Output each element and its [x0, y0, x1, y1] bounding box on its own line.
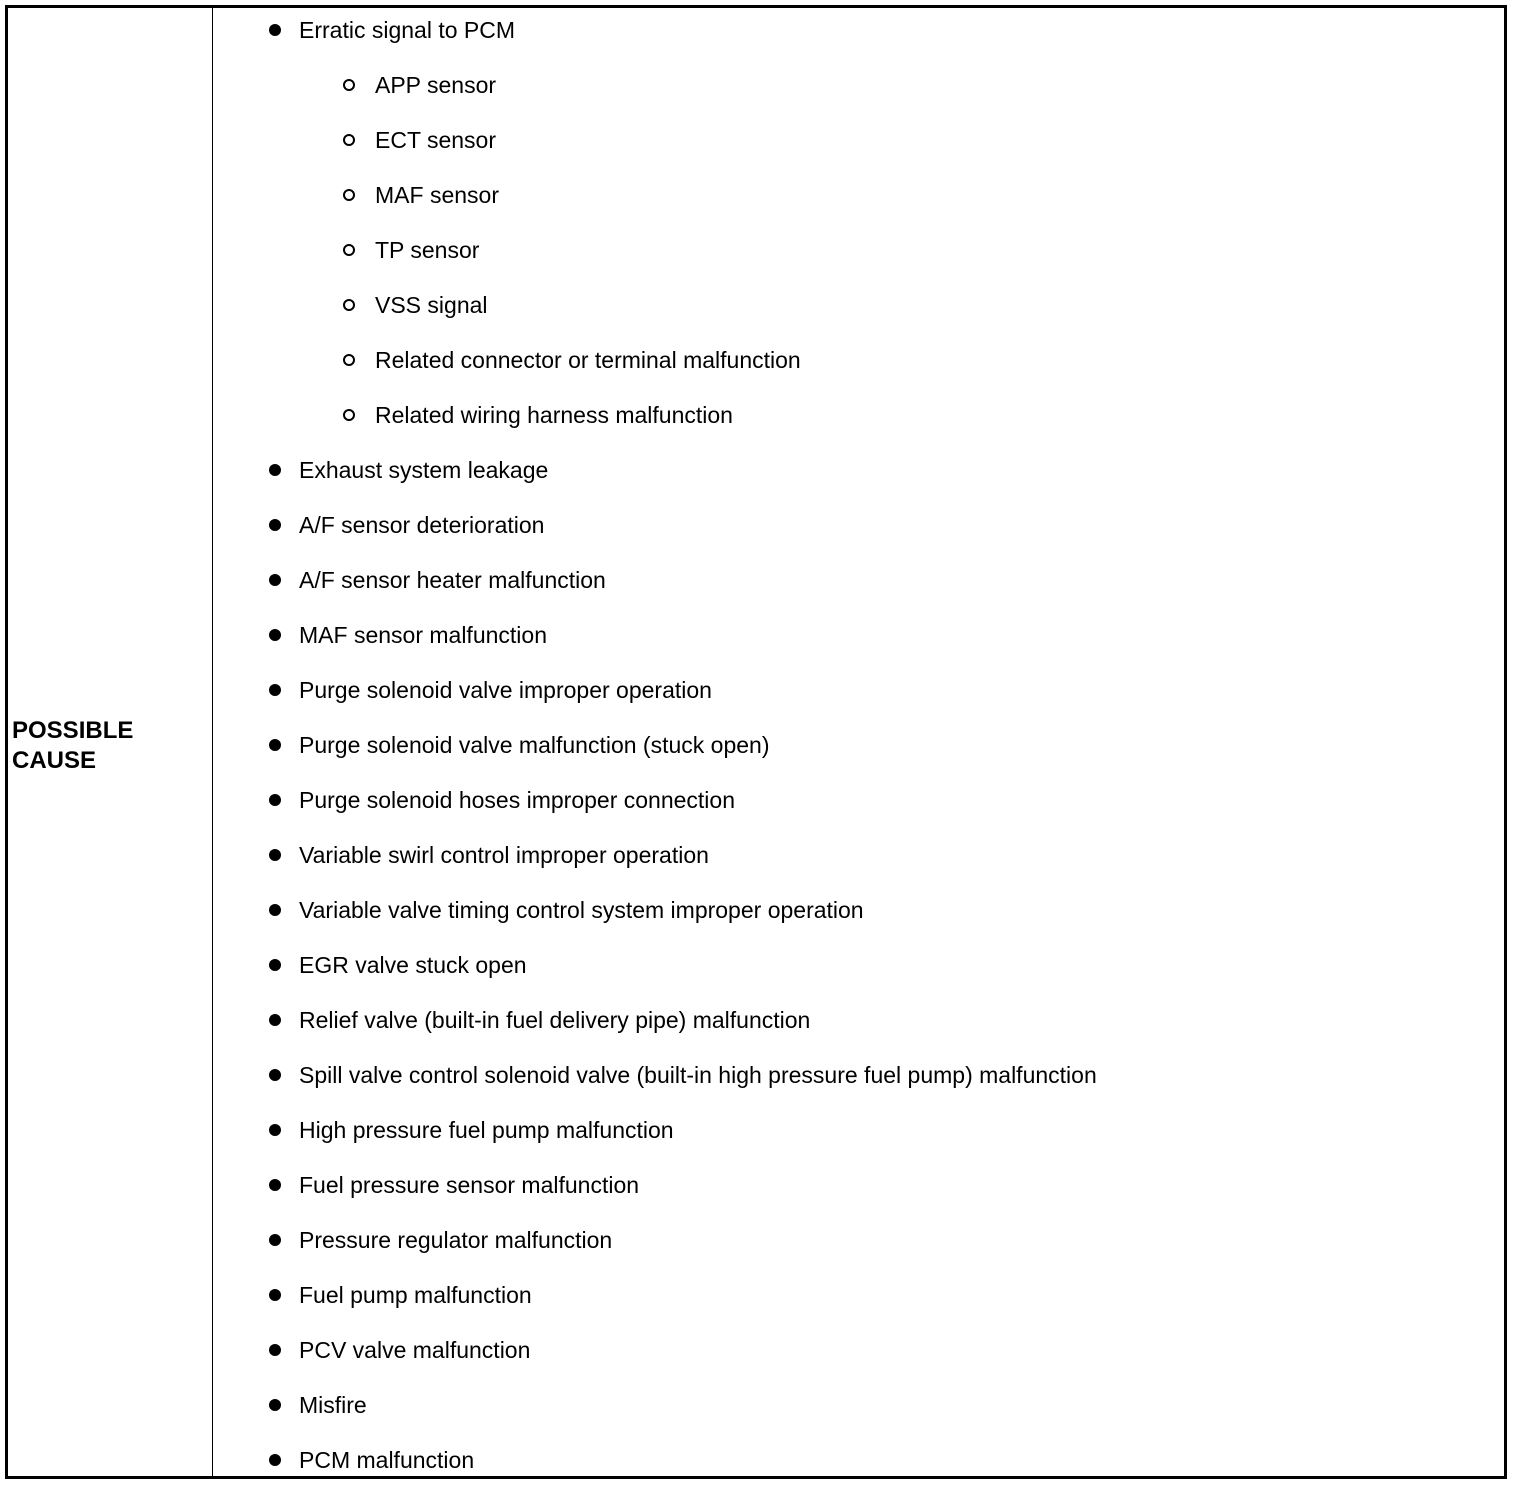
cause-text: Exhaust system leakage: [299, 457, 549, 483]
hollow-circle-bullet-icon: [343, 409, 355, 421]
hollow-circle-bullet-icon: [343, 299, 355, 311]
cause-item: [213, 1169, 1097, 1224]
hollow-circle-bullet-icon: [343, 244, 355, 256]
cause-text: Erratic signal to PCM: [299, 17, 516, 43]
cause-text: MAF sensor: [375, 182, 499, 208]
cause-item: [213, 674, 1097, 729]
filled-circle-bullet-icon: [269, 1014, 281, 1026]
cause-item: [213, 509, 1097, 564]
cause-item: [213, 1004, 1097, 1059]
cause-text: ECT sensor: [375, 127, 497, 153]
cause-item: [213, 14, 1097, 69]
filled-circle-bullet-icon: [269, 959, 281, 971]
filled-circle-bullet-icon: [269, 1179, 281, 1191]
filled-circle-bullet-icon: [269, 1124, 281, 1136]
possible-cause-table: [5, 5, 1507, 1479]
filled-circle-bullet-icon: [269, 794, 281, 806]
cause-list-cell: [213, 8, 1504, 1476]
sub-cause-item: [213, 399, 1097, 454]
filled-circle-bullet-icon: [269, 1289, 281, 1301]
sub-cause-item: [213, 289, 1097, 344]
filled-circle-bullet-icon: [269, 1069, 281, 1081]
cause-text: Purge solenoid valve improper operation: [299, 677, 712, 703]
cause-text: Pressure regulator malfunction: [299, 1227, 613, 1253]
cause-text: Relief valve (built-in fuel delivery pipe) malfunction: [299, 1007, 811, 1033]
cause-text: A/F sensor deterioration: [299, 512, 545, 538]
cause-text: Fuel pump malfunction: [299, 1282, 532, 1308]
filled-circle-bullet-icon: [269, 574, 281, 586]
cause-text: Fuel pressure sensor malfunction: [299, 1172, 640, 1198]
sub-cause-item: [213, 69, 1097, 124]
cause-text: Related wiring harness malfunction: [375, 402, 733, 428]
hollow-circle-bullet-icon: [343, 134, 355, 146]
cause-item: [213, 839, 1097, 894]
cause-text: TP sensor: [375, 237, 480, 263]
cause-list: [213, 14, 1097, 1499]
sub-cause-item: [213, 179, 1097, 234]
filled-circle-bullet-icon: [269, 904, 281, 916]
cause-item: [213, 1059, 1097, 1114]
sub-cause-item: [213, 124, 1097, 179]
cause-item: [213, 564, 1097, 619]
cause-item: [213, 784, 1097, 839]
cause-text: EGR valve stuck open: [299, 952, 527, 978]
cause-text: MAF sensor malfunction: [299, 622, 547, 648]
cause-item: [213, 1444, 1097, 1499]
sub-cause-item: [213, 344, 1097, 399]
filled-circle-bullet-icon: [269, 629, 281, 641]
cause-text: Related connector or terminal malfunction: [375, 347, 801, 373]
cause-item: [213, 894, 1097, 949]
sub-cause-item: [213, 234, 1097, 289]
cause-item: [213, 619, 1097, 674]
cause-text: High pressure fuel pump malfunction: [299, 1117, 674, 1143]
filled-circle-bullet-icon: [269, 684, 281, 696]
cause-text: A/F sensor heater malfunction: [299, 567, 606, 593]
cause-item: [213, 1389, 1097, 1444]
filled-circle-bullet-icon: [269, 1344, 281, 1356]
cause-text: Variable valve timing control system improper operation: [299, 897, 864, 923]
cause-text: APP sensor: [375, 72, 497, 98]
filled-circle-bullet-icon: [269, 464, 281, 476]
cause-item: [213, 454, 1097, 509]
cause-text: Variable swirl control improper operation: [299, 842, 709, 868]
filled-circle-bullet-icon: [269, 24, 281, 36]
filled-circle-bullet-icon: [269, 739, 281, 751]
label-cell: [8, 8, 213, 1476]
cause-item: [213, 1114, 1097, 1169]
filled-circle-bullet-icon: [269, 1234, 281, 1246]
hollow-circle-bullet-icon: [343, 354, 355, 366]
filled-circle-bullet-icon: [269, 519, 281, 531]
cause-item: [213, 949, 1097, 1004]
cause-text: PCV valve malfunction: [299, 1337, 531, 1363]
hollow-circle-bullet-icon: [343, 79, 355, 91]
filled-circle-bullet-icon: [269, 1399, 281, 1411]
cause-text: Purge solenoid valve malfunction (stuck open): [299, 732, 770, 758]
cause-text: Purge solenoid hoses improper connection: [299, 787, 735, 813]
filled-circle-bullet-icon: [269, 849, 281, 861]
filled-circle-bullet-icon: [269, 1454, 281, 1466]
cause-text: VSS signal: [375, 292, 488, 318]
cause-item: [213, 729, 1097, 784]
hollow-circle-bullet-icon: [343, 189, 355, 201]
cause-item: [213, 1279, 1097, 1334]
possible-cause-label: POSSIBLE CAUSE: [12, 717, 134, 774]
cause-item: [213, 1334, 1097, 1389]
cause-text: PCM malfunction: [299, 1447, 475, 1473]
cause-item: [213, 1224, 1097, 1279]
cause-text: Misfire: [299, 1392, 367, 1418]
cause-text: Spill valve control solenoid valve (built-in high pressure fuel pump) malfunction: [299, 1062, 1097, 1088]
